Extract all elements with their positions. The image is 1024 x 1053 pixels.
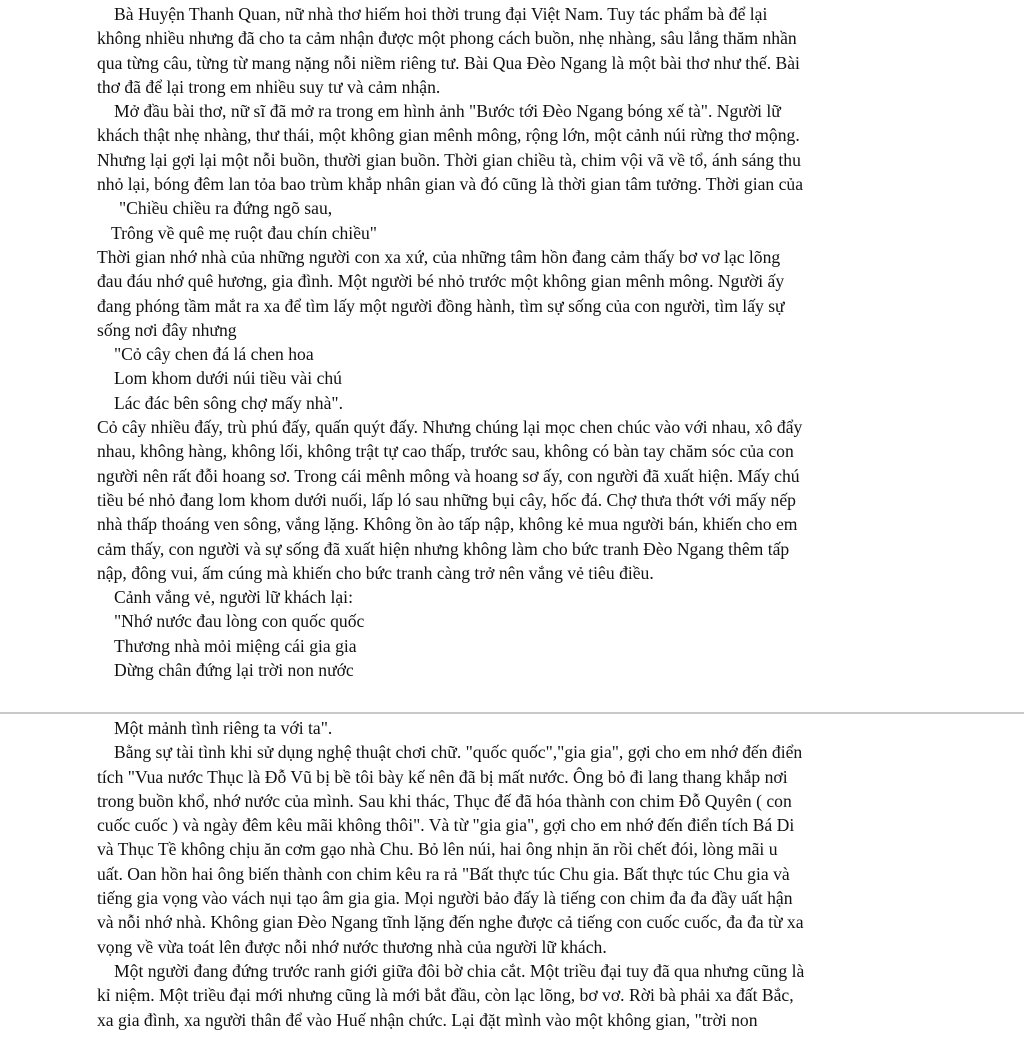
text-line: nhà thấp thoáng ven sông, vắng lặng. Không ồn ào tấp nập, không kẻ mua người bán, khiến cho em bbox=[97, 514, 798, 535]
poem-line: Lom khom dưới núi tiều vài chú bbox=[114, 368, 342, 389]
text-line: sống nơi đây nhưng bbox=[97, 319, 237, 340]
text-line: Bà Huyện Thanh Quan, nữ nhà thơ hiếm hoi thời trung đại Việt Nam. Tuy tác phẩm bà để lại bbox=[114, 4, 768, 24]
text-line: nhỏ lại, bóng đêm lan tỏa bao trùm khắp nhân gian và đó cũng là thời gian tâm tưởng. Thời gian của bbox=[97, 174, 804, 195]
text-line: kỉ niệm. Một triều đại mới nhưng cũng là mới bắt đầu, còn lạc lõng, bơ vơ. Rời bà phải xa đất Bắc, bbox=[97, 985, 794, 1006]
text-line: nập, đông vui, ấm cúng mà khiến cho bức tranh càng trở nên vắng vẻ tiêu điều. bbox=[97, 562, 654, 583]
text-line: Mở đầu bài thơ, nữ sĩ đã mở ra trong em hình ảnh "Bước tới Đèo Ngang bóng xế tà". Người lữ bbox=[114, 101, 781, 122]
text-line: tiếng gia vọng vào vách nụi tạo âm gia gia. Mọi người bảo đấy là tiếng con chim đa đa đầy uất hận bbox=[97, 888, 793, 909]
poem-line: Lác đác bên sông chợ mấy nhà". bbox=[114, 392, 343, 413]
text-line: cuốc cuốc ) và ngày đêm kêu mãi không thôi". Và từ "gia gia", gợi cho em nhớ đến điển tích Bá Di bbox=[97, 815, 795, 836]
text-line: đau đáu nhớ quê hương, gia đình. Một người bé nhỏ trước một không gian mênh mông. Người ấy bbox=[97, 271, 785, 292]
text-line: người nên rất đỗi hoang sơ. Trong cái mênh mông và hoang sơ ấy, con người đã xuất hiện. Mấy chú bbox=[97, 465, 800, 486]
text-line: trong buồn khổ, nhớ nước của mình. Sau khi thác, Thục đế đã hóa thành con chim Đỗ Quyên ( con bbox=[97, 790, 792, 811]
document-page-bottom bbox=[0, 714, 1024, 1053]
poem-line: Dừng chân đứng lại trời non nước bbox=[114, 660, 354, 681]
text-line: khách thật nhẹ nhàng, thư thái, một không gian mênh mông, rộng lớn, một cảnh núi rừng thơ mộng. bbox=[97, 125, 800, 146]
poem-line: "Nhớ nước đau lòng con quốc quốc bbox=[114, 611, 365, 632]
text-line: tiều bé nhỏ đang lom khom dưới nuối, lấp ló sau những bụi cây, hốc đá. Chợ thưa thớt với mấy nếp bbox=[97, 489, 796, 510]
text-line: không nhiều nhưng đã cho ta cảm nhận được một phong cách buồn, nhẹ nhàng, sâu lắng thăm nhần bbox=[97, 28, 797, 49]
text-line: Bằng sự tài tình khi sử dụng nghệ thuật chơi chữ. "quốc quốc","gia gia", gợi cho em nhớ đến điển bbox=[114, 742, 803, 763]
text-line: Cảnh vắng vẻ, người lữ khách lại: bbox=[114, 587, 353, 608]
essay-text-top bbox=[97, 2, 977, 682]
poem-line: Thương nhà mỏi miệng cái gia gia bbox=[114, 635, 357, 656]
text-line: cảm thấy, con người và sự sống đã xuất hiện nhưng không làm cho bức tranh Đèo Ngang thêm tấp bbox=[97, 538, 790, 559]
text-line: qua từng câu, từng từ mang nặng nỗi niềm riêng tư. Bài Qua Đèo Ngang là một bài thơ như thế. Bài bbox=[97, 52, 800, 73]
text-line: vọng về vừa toát lên được nỗi nhớ nước thương nhà của người lữ khách. bbox=[97, 936, 607, 957]
text-line: tích "Vua nước Thục là Đỗ Vũ bị bề tôi bày kế nên đã bị mất nước. Ông bỏ đi lang thang khắp nơi bbox=[97, 766, 788, 787]
text-line: uất. Oan hồn hai ông biến thành con chim kêu ra rả "Bất thực túc Chu gia. Bất thực túc Chu gia và bbox=[97, 863, 790, 884]
poem-line: "Chiều chiều ra đứng ngõ sau, bbox=[119, 198, 333, 219]
essay-text-bottom bbox=[97, 716, 977, 1032]
text-line: nhau, không hàng, không lối, không trật tự cao thấp, trước sau, không có bàn tay chăm sóc của con bbox=[97, 441, 794, 462]
text-line: xa gia đình, xa người thân để vào Huế nhận chức. Lại đặt mình vào một không gian, "trời non bbox=[97, 1009, 758, 1030]
text-line: Cỏ cây nhiều đấy, trù phú đấy, quấn quýt đấy. Nhưng chúng lại mọc chen chúc vào với nhau, xô đẩy bbox=[97, 417, 803, 438]
poem-line: Một mảnh tình riêng ta với ta". bbox=[114, 718, 333, 738]
text-line: và nỗi nhớ nhà. Không gian Đèo Ngang tĩnh lặng đến nghe được cả tiếng con cuốc cuốc, đa đa từ xa bbox=[97, 912, 804, 933]
text-line: và Thục Tề không chịu ăn cơm gạo nhà Chu. Bỏ lên núi, hai ông nhịn ăn rồi chết đói, lòng mãi u bbox=[97, 839, 778, 860]
text-line: Nhưng lại gợi lại một nỗi buồn, thười gian buồn. Thời gian chiều tà, chim vội vã về tổ, ánh sáng thu bbox=[97, 149, 801, 170]
text-line: đang phóng tầm mắt ra xa để tìm lấy một người đồng hành, tìm sự sống của con người, tìm lấy sự bbox=[97, 295, 785, 316]
text-line: Một người đang đứng trước ranh giới giữa đôi bờ chia cắt. Một triều đại tuy đã qua nhưng cũng là bbox=[114, 960, 805, 981]
poem-line: Trông về quê mẹ ruột đau chín chiều" bbox=[111, 222, 377, 243]
poem-line: "Cỏ cây chen đá lá chen hoa bbox=[114, 344, 314, 365]
text-line: Thời gian nhớ nhà của những người con xa xứ, của những tâm hồn đang cảm thấy bơ vơ lạc lõng bbox=[97, 246, 781, 267]
text-line: thơ đã để lại trong em nhiều suy tư và cảm nhận. bbox=[97, 76, 441, 97]
